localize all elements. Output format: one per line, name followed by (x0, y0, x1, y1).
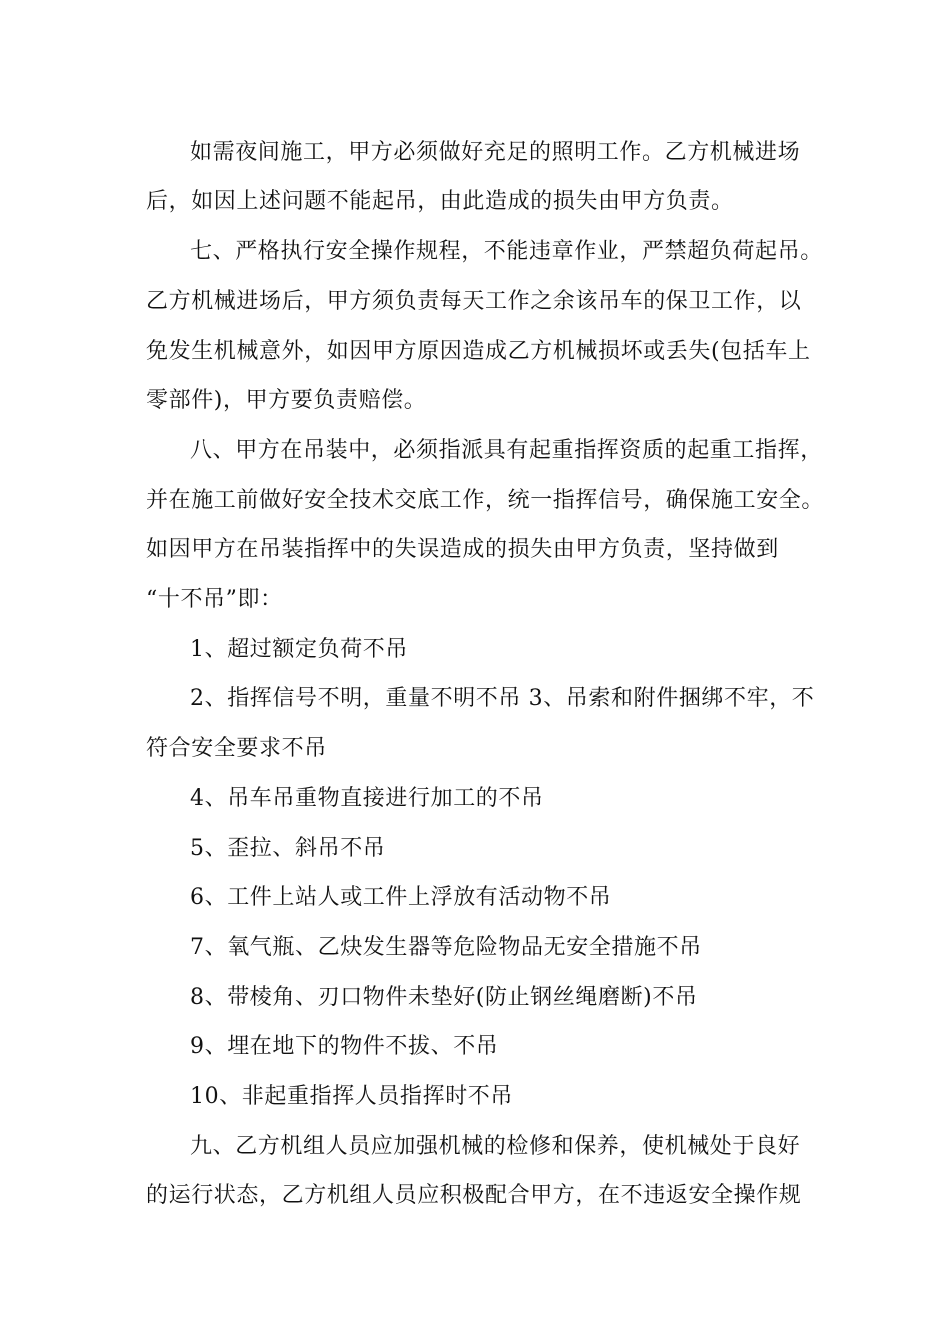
text-line: 6、工件上站人或工件上浮放有活动物不吊 (190, 885, 612, 910)
text-line: 的运行状态，乙方机组人员应积极配合甲方，在不违返安全操作规 (146, 1183, 802, 1208)
text-line: 后，如因上述问题不能起吊，由此造成的损失由甲方负责。 (146, 189, 734, 214)
text-line: 4、吊车吊重物直接进行加工的不吊 (190, 786, 544, 811)
text-line: 乙方机械进场后，甲方须负责每天工作之余该吊车的保卫工作，以 (146, 289, 802, 314)
text-line: 符合安全要求不吊 (146, 736, 327, 761)
text-line: 7、氧气瓶、乙炔发生器等危险物品无安全措施不吊 (190, 935, 702, 960)
text-line: 2、指挥信号不明，重量不明不吊 3、吊索和附件捆绑不牢，不 (190, 686, 815, 711)
text-line: 1、超过额定负荷不吊 (190, 637, 408, 662)
text-line: 如因甲方在吊装指挥中的失误造成的损失由甲方负责，坚持做到 (146, 537, 779, 562)
text-line: 10、非起重指挥人员指挥时不吊 (190, 1084, 513, 1109)
text-line: 并在施工前做好安全技术交底工作，统一指挥信号，确保施工安全。 (146, 488, 825, 513)
text-line: 零部件)，甲方要负责赔偿。 (146, 388, 427, 413)
text-line: 如需夜间施工，甲方必须做好充足的照明工作。乙方机械进场 (190, 140, 801, 165)
text-line: 七、严格执行安全操作规程，不能违章作业，严禁超负荷起吊。 (190, 239, 823, 264)
text-line: 8、带棱角、刃口物件未垫好(防止钢丝绳磨断)不吊 (190, 985, 698, 1010)
text-line: 5、歪拉、斜吊不吊 (190, 836, 386, 861)
text-line: “十不吊”即： (146, 587, 283, 612)
text-line: 八、甲方在吊装中，必须指派具有起重指挥资质的起重工指挥， (190, 438, 823, 463)
text-line: 免发生机械意外，如因甲方原因造成乙方机械损坏或丢失(包括车上 (146, 339, 811, 364)
text-line: 九、乙方机组人员应加强机械的检修和保养，使机械处于良好 (190, 1134, 801, 1159)
text-line: 9、埋在地下的物件不拔、不吊 (190, 1034, 499, 1059)
